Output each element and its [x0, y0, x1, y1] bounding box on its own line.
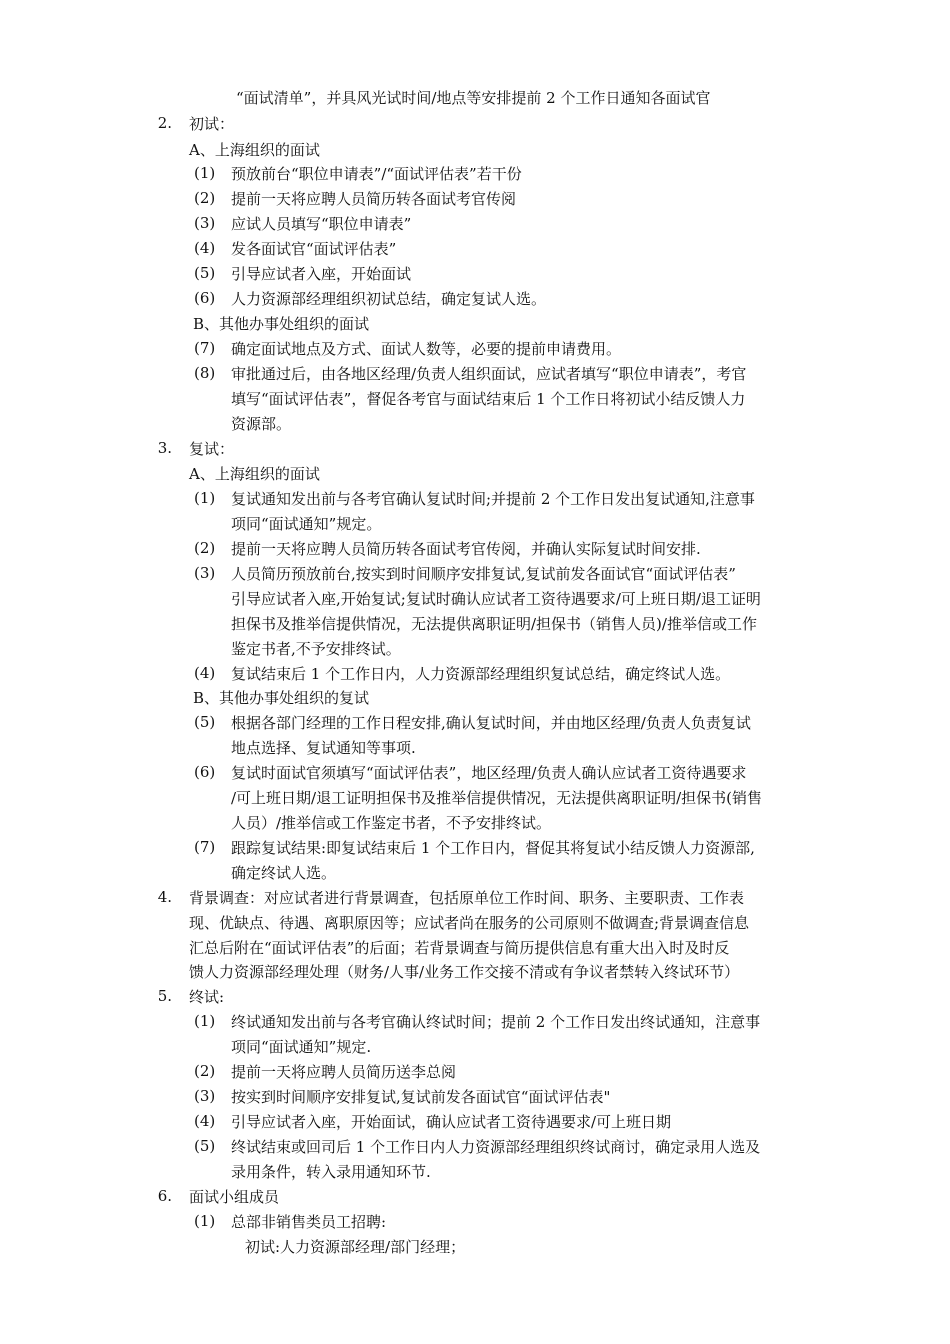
section-number: 4. — [157, 888, 172, 906]
item-text: 审批通过后，由各地区经理/负责人组织面试，应试者填写“职位申请表”，考官 — [231, 365, 747, 383]
section-number: 2. — [157, 114, 172, 132]
item-text: 发各面试官“面试评估表” — [231, 240, 397, 258]
paragraph-line: 馈人力资源部经理处理（财务/人事/业务工作交接不清或有争议者禁转入终试环节） — [189, 963, 740, 981]
section-title: 面试小组成员 — [189, 1188, 280, 1206]
item-number: (5) — [194, 264, 216, 282]
item-text-continued: 人员）/推举信或工作鉴定书者，不予安排终试。 — [231, 814, 552, 832]
item-text-continued: 资源部。 — [231, 415, 292, 433]
item-text: 复试结束后 1 个工作日内，人力资源部经理组织复试总结，确定终试人选。 — [231, 665, 731, 683]
item-number: (3) — [194, 1087, 216, 1105]
item-text: 跟踪复试结果:即复试结束后 1 个工作日内，督促其将复试小结反馈人力资源部, — [231, 839, 755, 857]
item-number: (3) — [194, 564, 216, 582]
item-number: (8) — [194, 364, 216, 382]
item-text: 人力资源部经理组织初试总结，确定复试人选。 — [231, 290, 547, 308]
item-text-continued: 引导应试者入座,开始复试;复试时确认应试者工资待遇要求/可上班日期/退工证明 — [231, 590, 761, 608]
item-text: 总部非销售类员工招聘: — [231, 1213, 387, 1231]
item-text: 复试时面试官须填写“面试评估表”，地区经理/负责人确认应试者工资待遇要求 — [231, 764, 747, 782]
item-number: (1) — [194, 489, 216, 507]
item-text-continued: 初试:人力资源部经理/部门经理； — [245, 1238, 466, 1256]
item-number: (5) — [194, 713, 216, 731]
item-text: 应试人员填写“职位申请表” — [231, 215, 412, 233]
item-text: 预放前台“职位申请表”/“面试评估表”若干份 — [231, 165, 522, 183]
item-number: (7) — [194, 838, 216, 856]
item-text-continued: 录用条件，转入录用通知环节. — [231, 1163, 431, 1181]
item-text: 人员简历预放前台,按实到时间顺序安排复试,复试前发各面试官“面试评估表” — [231, 565, 736, 583]
item-text-continued: 地点选择、复试通知等事项. — [231, 739, 416, 757]
item-text: 引导应试者入座，开始面试 — [231, 265, 412, 283]
item-text: 提前一天将应聘人员简历送李总阅 — [231, 1063, 457, 1081]
item-number: (6) — [194, 289, 216, 307]
item-text-continued: 鉴定书者,不予安排终试。 — [231, 640, 401, 658]
item-number: (1) — [194, 1012, 216, 1030]
item-number: (7) — [194, 339, 216, 357]
item-text: 按实到时间顺序安排复试,复试前发各面试官“面试评估表" — [231, 1088, 611, 1106]
section-title: 初试： — [189, 115, 235, 133]
item-number: (4) — [194, 239, 216, 257]
item-text: 复试通知发出前与各考官确认复试时间;并提前 2 个工作日发出复试通知,注意事 — [231, 490, 755, 508]
item-text-continued: 项同“面试通知”规定. — [231, 1038, 372, 1056]
item-number: (6) — [194, 763, 216, 781]
section-title: 终试: — [189, 988, 225, 1006]
subsection-heading: B、其他办事处组织的面试 — [193, 315, 370, 333]
item-text-continued: 确定终试人选。 — [231, 864, 337, 882]
intro-line: “面试清单”，并具风光试时间/地点等安排提前 2 个工作日通知各面试官 — [236, 89, 711, 107]
paragraph-line: 汇总后附在“面试评估表”的后面；若背景调查与简历提供信息有重大出入时及时反 — [189, 939, 730, 957]
item-text-continued: /可上班日期/退工证明担保书及推举信提供情况，无法提供离职证明/担保书(销售 — [231, 789, 763, 807]
subsection-heading: B、其他办事处组织的复试 — [193, 689, 370, 707]
item-text-continued: 填写“面试评估表”，督促各考官与面试结束后 1 个工作日将初试小结反馈人力 — [231, 390, 746, 408]
item-text-continued: 项同“面试通知”规定。 — [231, 515, 382, 533]
item-text: 确定面试地点及方式、面试人数等，必要的提前申请费用。 — [231, 340, 622, 358]
item-text: 终试通知发出前与各考官确认终试时间；提前 2 个工作日发出终试通知，注意事 — [231, 1013, 761, 1031]
item-text: 终试结束或回司后 1 个工作日内人力资源部经理组织终试商讨，确定录用人选及 — [231, 1138, 761, 1156]
subsection-heading: A、上海组织的面试 — [189, 465, 320, 483]
item-number: (4) — [194, 1112, 216, 1130]
item-text: 根据各部门经理的工作日程安排,确认复试时间，并由地区经理/负责人负责复试 — [231, 714, 751, 732]
section-number: 5. — [157, 987, 172, 1005]
section-number: 6. — [157, 1187, 172, 1205]
item-text: 提前一天将应聘人员简历转各面试考官传阅 — [231, 190, 517, 208]
item-number: (2) — [194, 539, 216, 557]
item-number: (3) — [194, 214, 216, 232]
section-title: 复试： — [189, 440, 235, 458]
item-number: (1) — [194, 164, 216, 182]
section-number: 3. — [157, 439, 172, 457]
item-number: (2) — [194, 1062, 216, 1080]
item-number: (4) — [194, 664, 216, 682]
paragraph-line: 背景调查：对应试者进行背景调查，包括原单位工作时间、职务、主要职责、工作表 — [189, 889, 745, 907]
paragraph-line: 现、优缺点、待遇、离职原因等；应试者尚在服务的公司原则不做调查;背景调查信息 — [189, 914, 750, 932]
item-text: 引导应试者入座，开始面试，确认应试者工资待遇要求/可上班日期 — [231, 1113, 672, 1131]
item-text: 提前一天将应聘人员简历转各面试考官传阅，并确认实际复试时间安排. — [231, 540, 701, 558]
item-number: (5) — [194, 1137, 216, 1155]
item-text-continued: 担保书及推举信提供情况，无法提供离职证明/担保书（销售人员)/推举信或工作 — [231, 615, 757, 633]
item-number: (1) — [194, 1212, 216, 1230]
subsection-heading: A、上海组织的面试 — [189, 141, 320, 159]
item-number: (2) — [194, 189, 216, 207]
